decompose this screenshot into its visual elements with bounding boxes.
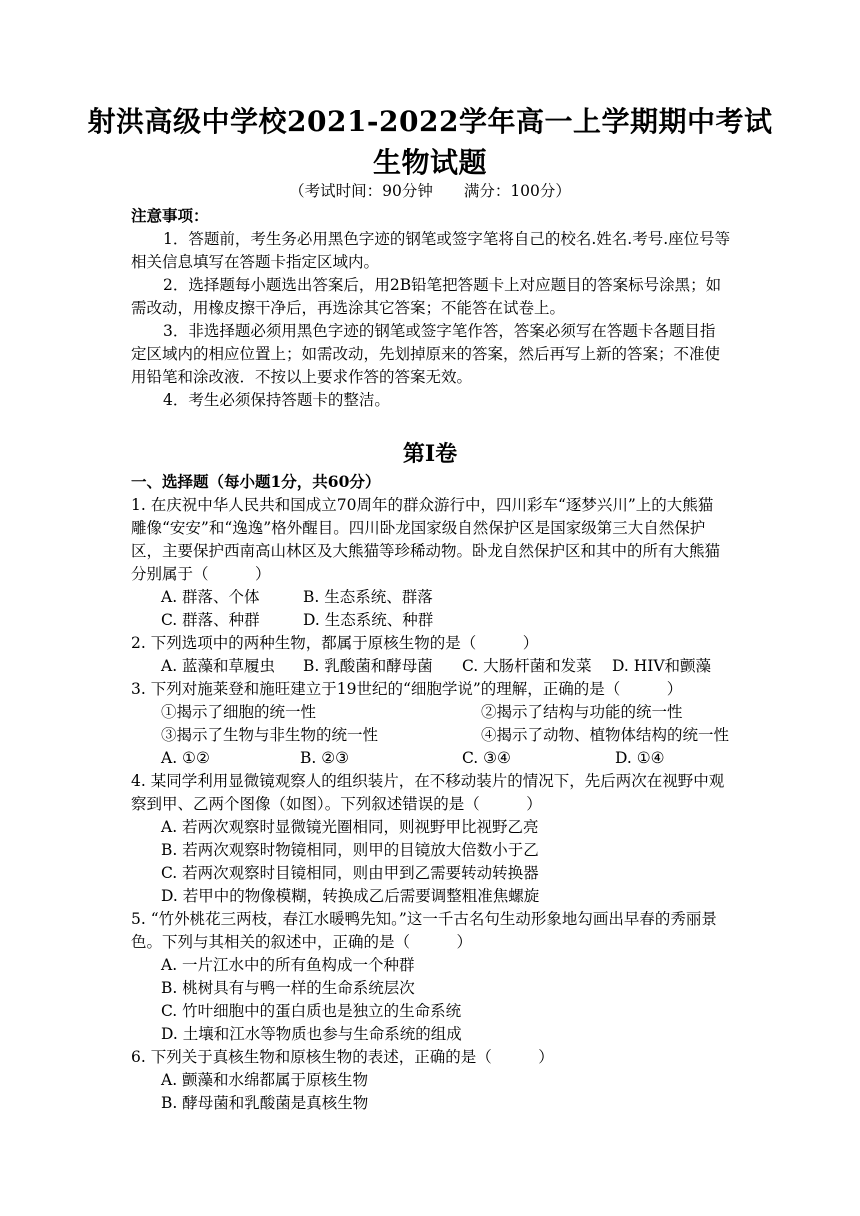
question-stem: 雕像“安安”和“逸逸”格外醒目。四川卧龙国家级自然保护区是国家级第三大自然保护 [131,519,706,537]
notice-heading: 注意事项： [131,206,209,225]
option: B. 桃树具有与鸭一样的生命系统层次 [161,979,415,997]
question-stem: 分别属于（ ） [131,565,271,583]
option: A. ①② [161,749,210,767]
question-stem: 察到甲、乙两个图像（如图）。下列叙述错误的是（ ） [131,795,542,813]
notice-line: 4．考生必须保持答题卡的整洁。 [163,391,390,409]
option: C. 若两次观察时目镜相同，则由甲到乙需要转动转换器 [161,864,539,882]
option: B. 酵母菌和乳酸菌是真核生物 [161,1094,369,1112]
question-stem: 2. 下列选项中的两种生物，都属于原核生物的是（ ） [131,634,539,652]
option: B. 若两次观察时物镜相同，则甲的目镜放大倍数小于乙 [161,841,539,859]
exam-subject-title: 生物试题 [372,146,487,179]
statement: ②揭示了结构与功能的统一性 [481,703,683,721]
option: D. 生态系统、种群 [303,611,434,629]
question-stem: 色。下列与其相关的叙述中，正确的是（ ） [131,933,473,951]
question-stem: 5. “竹外桃花三两枝，春江水暖鸭先知。”这一千古名句生动形象地勾画出早春的秀丽景 [131,910,717,928]
option: C. 大肠杆菌和发菜 [462,657,592,675]
notice-line: 定区域内的相应位置上；如需改动，先划掉原来的答案，然后再写上新的答案；不准使 [131,345,721,363]
section-heading: 一、选择题（每小题1分，共60分） [131,472,381,491]
option: D. 若甲中的物像模糊，转换成乙后需要调整粗准焦螺旋 [161,887,540,905]
option: A. 群落、个体 [161,588,260,606]
exam-title: 射洪高级中学校2021-2022学年高一上学期期中考试 [87,105,773,138]
question-stem: 6. 下列关于真核生物和原核生物的表述，正确的是（ ） [131,1048,554,1066]
option: C. 竹叶细胞中的蛋白质也是独立的生命系统 [161,1002,462,1020]
notice-line: 相关信息填写在答题卡指定区域内。 [131,253,380,271]
option: C. 群落、种群 [161,611,260,629]
question-stem: 区，主要保护西南高山林区及大熊猫等珍稀动物。卧龙自然保护区和其中的所有大熊猫 [131,542,721,560]
option: A. 若两次观察时显微镜光圈相同，则视野甲比视野乙亮 [161,818,539,836]
option: A. 蓝藻和草履虫 [161,657,276,675]
option: D. 土壤和江水等物质也参与生命系统的组成 [161,1025,462,1043]
option: C. ③④ [462,749,511,767]
question-stem: 1. 在庆祝中华人民共和国成立70周年的群众游行中，四川彩车“逐梦兴川”上的大熊猫 [131,496,714,514]
option: B. 生态系统、群落 [303,588,433,606]
option: D. HIV和颤藻 [612,657,712,675]
notice-line: 1．答题前，考生务必用黑色字迹的钢笔或签字笔将自己的校名.姓名.考号.座位号等 [163,230,731,248]
option: A. 一片江水中的所有鱼构成一个种群 [161,956,415,974]
statement: ③揭示了生物与非生物的统一性 [161,726,379,744]
notice-line: 2．选择题每小题选出答案后，用2B铅笔把答题卡上对应题目的答案标号涂黑；如 [163,276,722,294]
exam-info: （考试时间：90分钟 满分：100分） [289,182,571,200]
volume-title: 第I卷 [402,441,458,467]
option: D. ①④ [615,749,665,767]
notice-line: 用铅笔和涂改液．不按以上要求作答的答案无效。 [131,368,473,386]
statement: ④揭示了动物、植物体结构的统一性 [481,726,730,744]
statement: ①揭示了细胞的统一性 [161,703,317,721]
option: A. 颤藻和水绵都属于原核生物 [161,1071,369,1089]
question-stem: 4. 某同学利用显微镜观察人的组织装片，在不移动装片的情况下，先后两次在视野中观 [131,772,725,790]
question-stem: 3. 下列对施莱登和施旺建立于19世纪的“细胞学说”的理解，正确的是（ ） [131,680,683,698]
option: B. ②③ [300,749,350,767]
option: B. 乳酸菌和酵母菌 [303,657,433,675]
notice-line: 3．非选择题必须用黑色字迹的钢笔或签字笔作答，答案必须写在答题卡各题目指 [163,322,716,340]
notice-line: 需改动，用橡皮擦干净后，再选涂其它答案；不能答在试卷上。 [131,299,566,317]
